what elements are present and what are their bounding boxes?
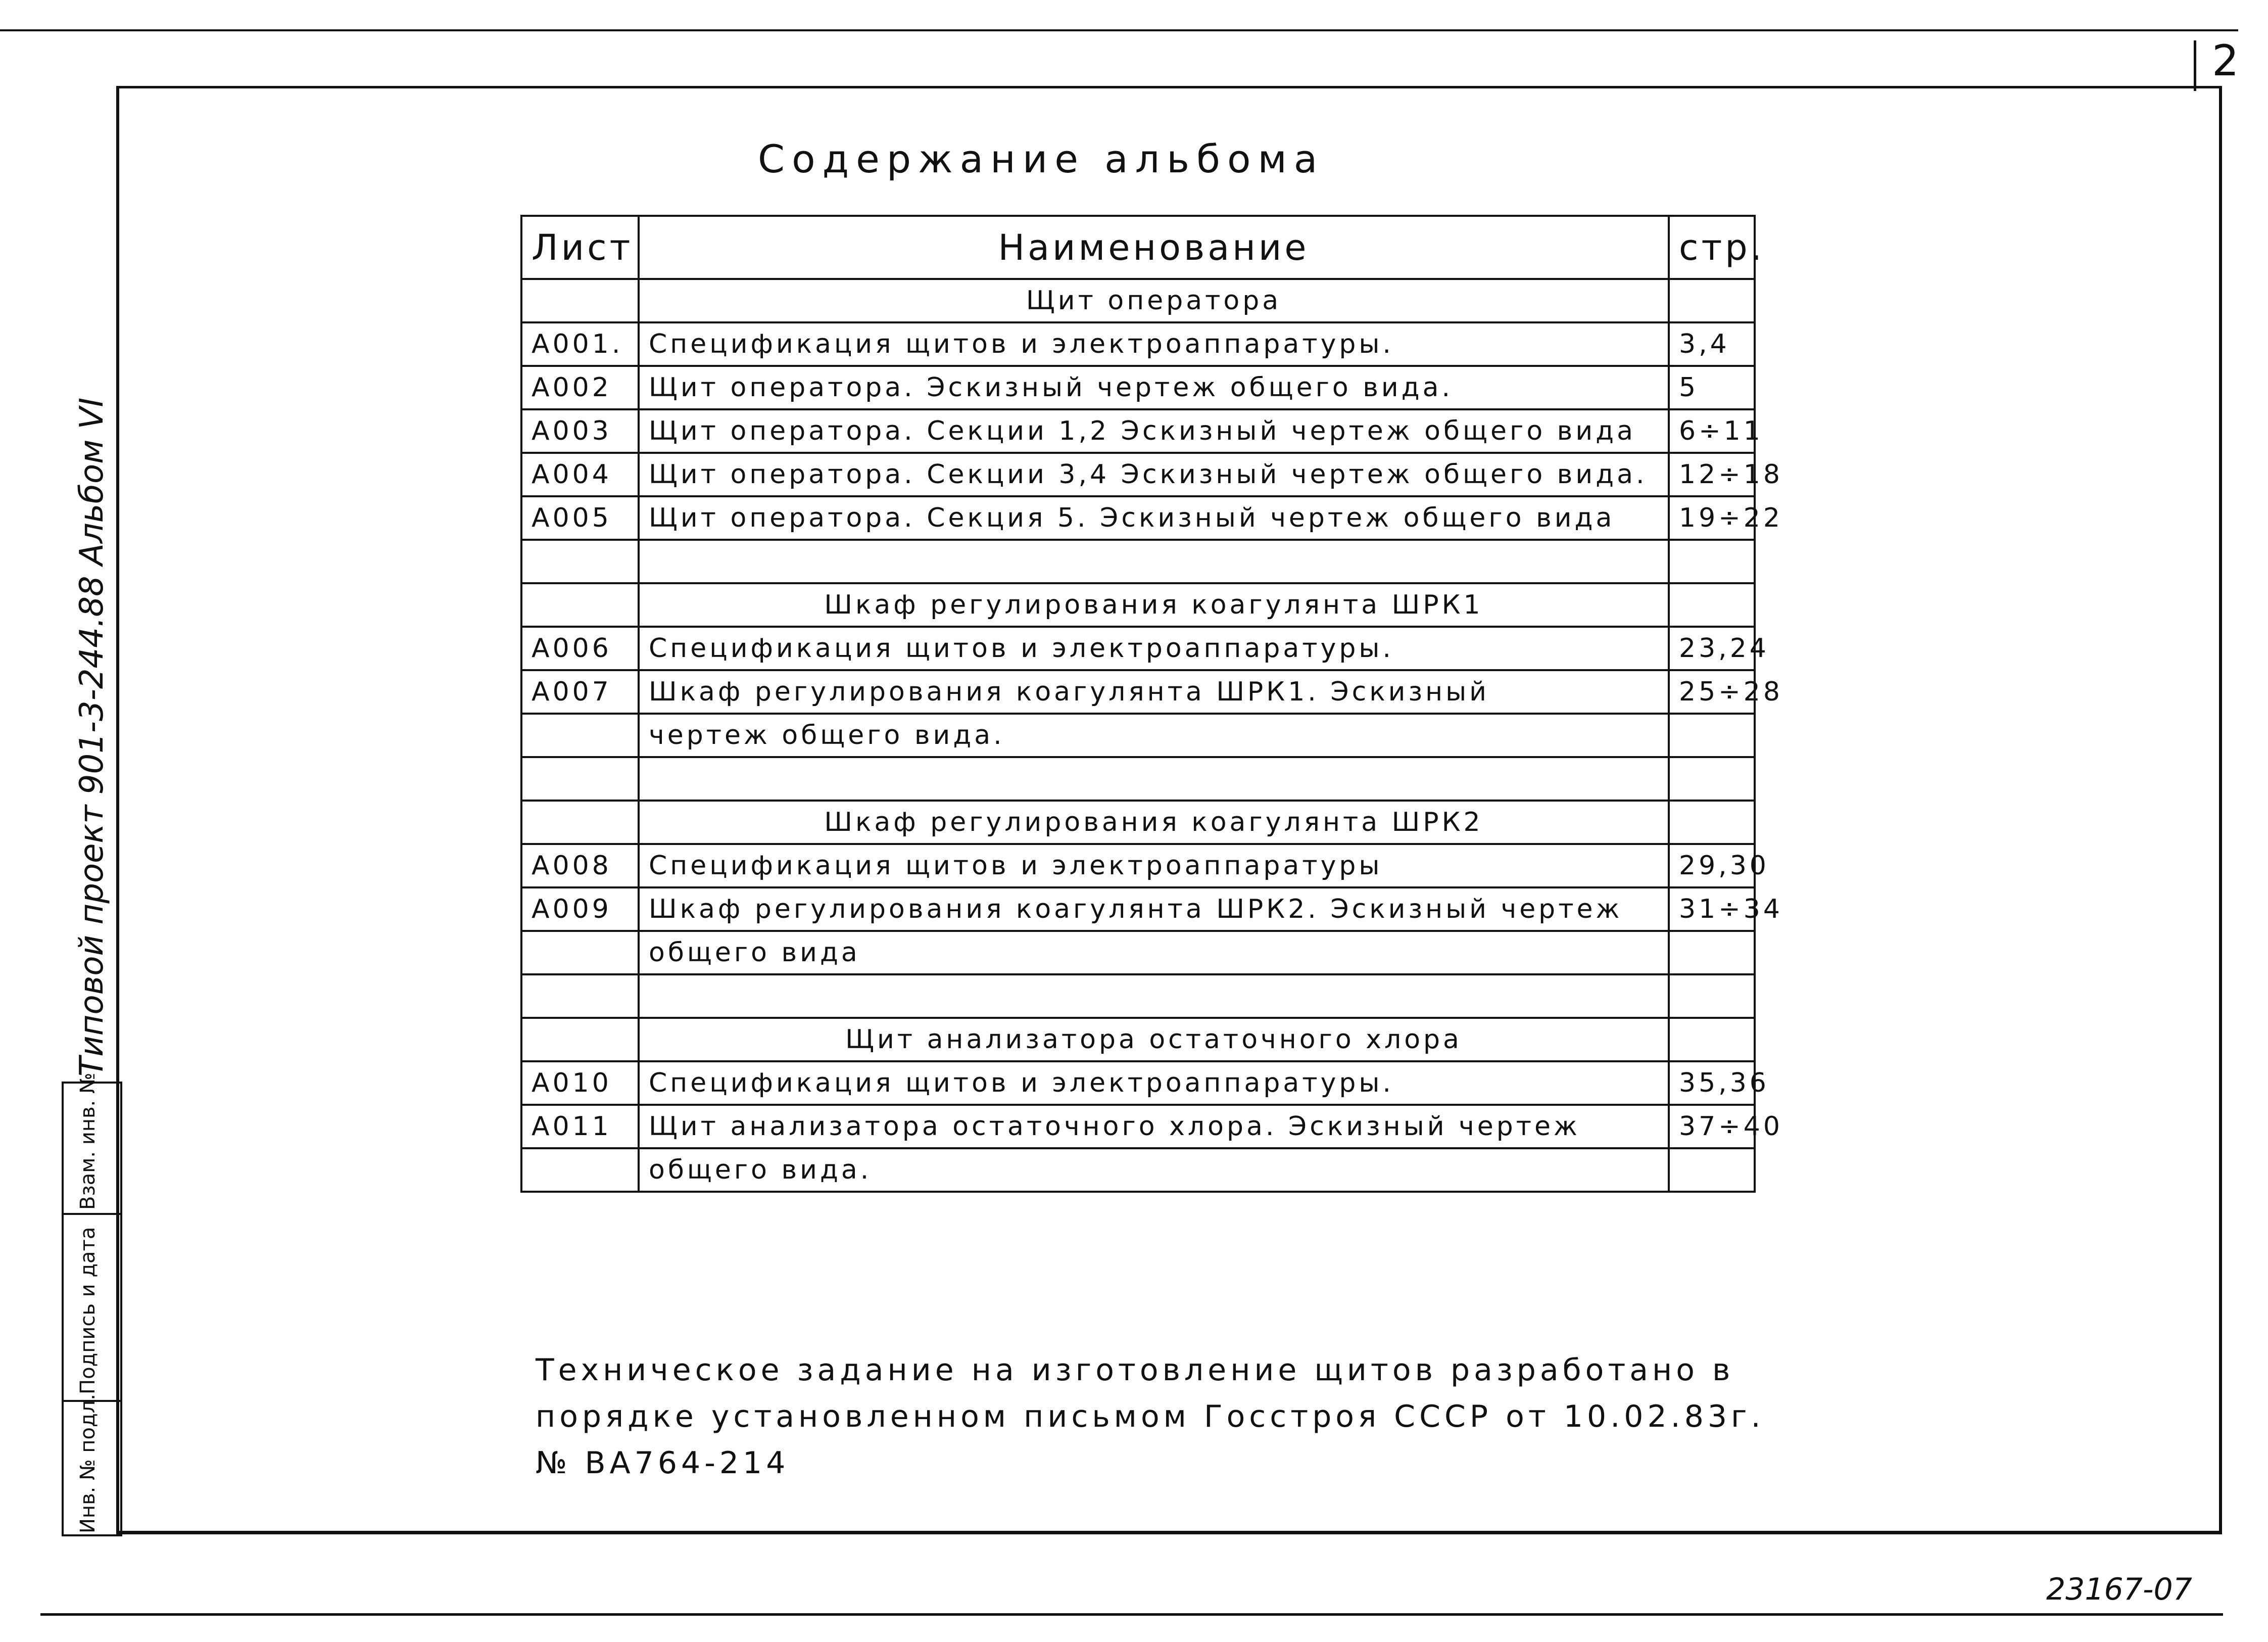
name-cell: Спецификация щитов и электроаппаратуры. — [639, 322, 1669, 366]
blank-row — [521, 757, 1755, 801]
name-cell: Шкаф регулирования коагулянта ШРК1. Эскизный — [639, 670, 1669, 714]
name-cell: Спецификация щитов и электроаппаратуры — [639, 844, 1669, 887]
stamp-label-original: Инв. № подл. — [76, 1394, 100, 1533]
page-cell: 37÷40 — [1669, 1105, 1755, 1148]
album-title: Содержание альбома — [758, 136, 1325, 181]
page-cell — [1669, 583, 1755, 627]
table-row — [521, 844, 1755, 887]
table-row — [521, 322, 1755, 366]
sheet-cell — [521, 583, 639, 627]
sheet-cell: А006 — [521, 627, 639, 670]
note-line-2: порядке установленном письмом Госстроя СССР от 10.02.83г. — [536, 1399, 1765, 1434]
table-row — [521, 1148, 1755, 1192]
table-row — [521, 1105, 1755, 1148]
sheet-cell: А003 — [521, 409, 639, 453]
name-cell: общего вида — [639, 931, 1669, 974]
table-row — [521, 931, 1755, 974]
section-heading-cell: Щит анализатора остаточного хлора — [639, 1018, 1669, 1061]
page-cell — [1669, 279, 1755, 322]
page-cell: 35,36 — [1669, 1061, 1755, 1105]
page-cell — [1669, 714, 1755, 757]
contents-table — [520, 215, 1783, 1193]
stamp-label-replace: Взам. инв. № — [76, 1072, 100, 1210]
name-cell: общего вида. — [639, 1148, 1669, 1192]
section-heading-row — [521, 801, 1755, 844]
sheet-cell: А002 — [521, 366, 639, 409]
section-heading-row — [521, 279, 1755, 322]
name-cell: чертеж общего вида. — [639, 714, 1669, 757]
page-cell — [1669, 540, 1755, 583]
section-heading-cell: Шкаф регулирования коагулянта ШРК2 — [639, 801, 1669, 844]
page-cell: 5 — [1669, 366, 1755, 409]
sheet-cell: А004 — [521, 453, 639, 496]
sheet-cell — [521, 801, 639, 844]
sheet-cell: А007 — [521, 670, 639, 714]
sheet-cell — [521, 974, 639, 1018]
table-row — [521, 627, 1755, 670]
name-cell: Спецификация щитов и электроаппаратуры. — [639, 1061, 1669, 1105]
sheet-cell — [521, 931, 639, 974]
name-cell: Спецификация щитов и электроаппаратуры. — [639, 627, 1669, 670]
table-row — [521, 670, 1755, 714]
header-name: Наименование — [639, 216, 1669, 279]
name-cell: Щит оператора. Секции 1,2 Эскизный чертеж общего вида — [639, 409, 1669, 453]
page-cell: 3,4 — [1669, 322, 1755, 366]
page-cell — [1669, 1148, 1755, 1192]
sheet-cell: А009 — [521, 887, 639, 931]
page-cell: 19÷22 — [1669, 496, 1755, 540]
page-cell — [1669, 931, 1755, 974]
name-cell: Щит оператора. Эскизный чертеж общего вида. — [639, 366, 1669, 409]
header-sheet: Лист — [521, 216, 639, 279]
page-cell: 6÷11 — [1669, 409, 1755, 453]
section-heading-cell: Щит оператора — [639, 279, 1669, 322]
sheet-cell — [521, 757, 639, 801]
table-header-row — [521, 216, 1755, 279]
table-row — [521, 453, 1755, 496]
page-cell — [1669, 1018, 1755, 1061]
blank-row — [521, 974, 1755, 1018]
section-heading-cell: Шкаф регулирования коагулянта ШРК1 — [639, 583, 1669, 627]
document-code: 23167-07 — [2046, 1572, 2192, 1607]
approval-stamp — [62, 1072, 122, 1536]
page-cell: 29,30 — [1669, 844, 1755, 887]
name-cell: Шкаф регулирования коагулянта ШРК2. Эскизный чертеж — [639, 887, 1669, 931]
name-cell: Щит оператора. Секции 3,4 Эскизный чертеж общего вида. — [639, 453, 1669, 496]
name-cell — [639, 757, 1669, 801]
sheet-cell: А005 — [521, 496, 639, 540]
page-cell: 31÷34 — [1669, 887, 1755, 931]
sheet-cell — [521, 279, 639, 322]
blank-row — [521, 540, 1755, 583]
name-cell: Щит анализатора остаточного хлора. Эскизный чертеж — [639, 1105, 1669, 1148]
sheet-cell — [521, 1148, 639, 1192]
sheet-cell: А008 — [521, 844, 639, 887]
sheet-cell: А001. — [521, 322, 639, 366]
sheet-cell: А011 — [521, 1105, 639, 1148]
sheet-cell — [521, 540, 639, 583]
name-cell: Щит оператора. Секция 5. Эскизный чертеж общего вида — [639, 496, 1669, 540]
page-cell: 23,24 — [1669, 627, 1755, 670]
table-row — [521, 714, 1755, 757]
page-cell: 25÷28 — [1669, 670, 1755, 714]
project-spine-text: Типовой проект 901-3-244.88 Альбом VI — [73, 397, 111, 1076]
table-row — [521, 1061, 1755, 1105]
table-row — [521, 409, 1755, 453]
bottom-rule — [40, 1613, 2223, 1616]
name-cell — [639, 974, 1669, 1018]
page-cell — [1669, 757, 1755, 801]
sheet-cell — [521, 1018, 639, 1061]
stamp-label-signature: Подпись и дата — [76, 1227, 100, 1394]
table-row — [521, 496, 1755, 540]
note-line-3: № ВА764-214 — [536, 1445, 790, 1481]
page-cell: 12÷18 — [1669, 453, 1755, 496]
section-heading-row — [521, 1018, 1755, 1061]
note-line-1: Техническое задание на изготовление щитов разработано в — [536, 1352, 1734, 1388]
table-row — [521, 366, 1755, 409]
sheet-cell: А010 — [521, 1061, 639, 1105]
section-heading-row — [521, 583, 1755, 627]
header-page: стр. — [1669, 216, 1755, 279]
sheet-number: 2 — [2212, 36, 2239, 85]
page-cell — [1669, 974, 1755, 1018]
page-cell — [1669, 801, 1755, 844]
technical-note — [536, 1347, 1765, 1486]
name-cell — [639, 540, 1669, 583]
table-row — [521, 887, 1755, 931]
top-rule — [0, 29, 2238, 31]
sheet-cell — [521, 714, 639, 757]
